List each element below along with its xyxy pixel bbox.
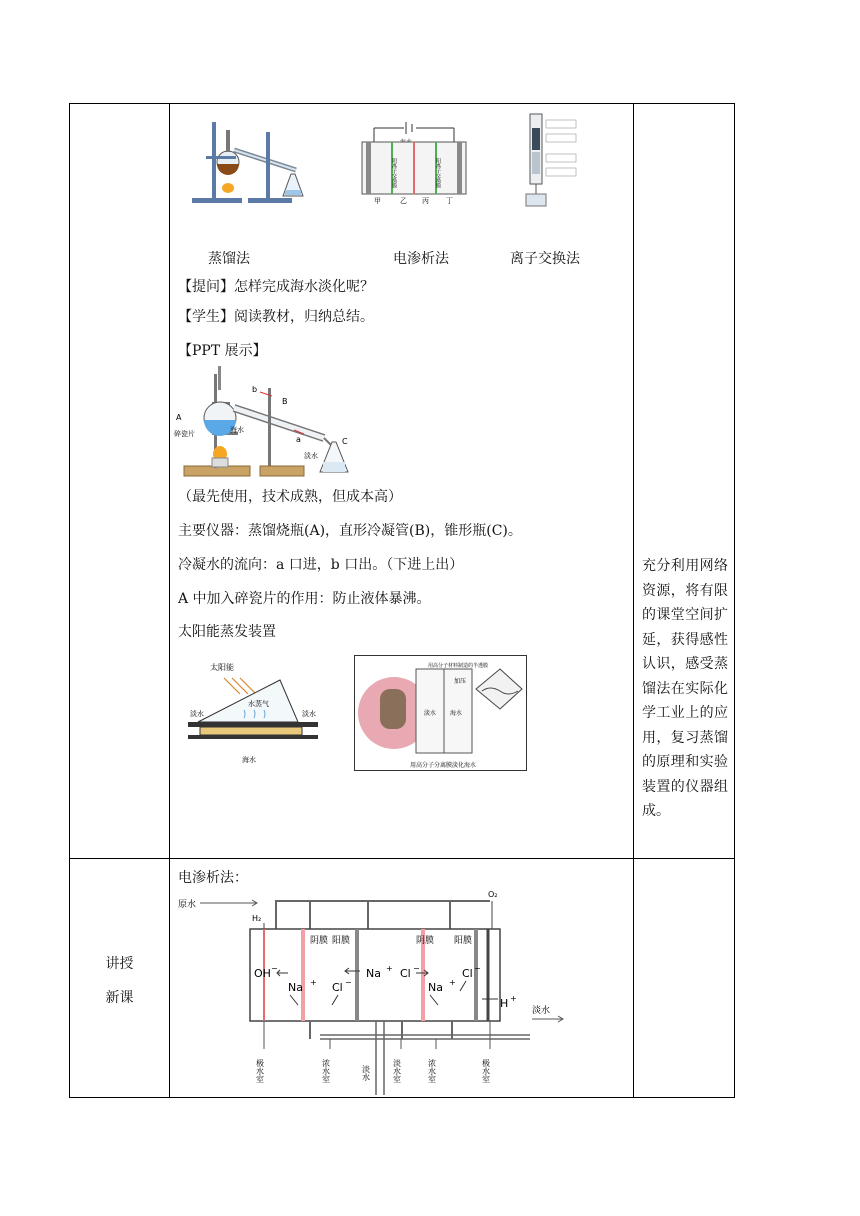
label-a: a (296, 435, 301, 444)
label-steam: 水蒸气 (248, 700, 269, 708)
membrane-top-label: 用高分子材料制造的半透膜 (428, 663, 489, 669)
label-sea: 海水 (242, 756, 256, 764)
ed-oh: OH (254, 967, 271, 980)
question-line: 【提问】怎样完成海水淡化呢？ (178, 279, 374, 295)
ed-yangmo1: 阳膜 (332, 936, 351, 946)
ed-bottom-2: 浓水室 (321, 1059, 331, 1083)
electrodialysis-title: 电渗析法： (178, 870, 248, 886)
ed-bottom-6: 极水室 (481, 1059, 491, 1083)
distillation-small-figure (186, 112, 326, 212)
membrane-caption: 用高分子分离膜淡化海水 (410, 762, 477, 769)
ed-cl3-sup: − (474, 964, 481, 973)
ed-cl3: Cl (462, 967, 473, 980)
ed-oh-sup: − (271, 964, 278, 973)
ed-na1-sup: + (310, 978, 317, 987)
label-C: C (342, 437, 348, 446)
label-fresh-left: 淡水 (190, 710, 204, 718)
ed-yinmo2: 阴膜 (416, 936, 435, 946)
membrane-photo-figure (354, 655, 528, 772)
electrodialysis-small-figure (354, 108, 474, 208)
ed-h2: H₂ (252, 914, 262, 923)
student-line: 【学生】阅读教材，归纳总结。 (178, 309, 374, 325)
solar-title-line: 太阳能蒸发装置 (178, 624, 276, 640)
ed-small-ding: 丁 (446, 197, 453, 205)
row2-label-line2: 新课 (105, 990, 134, 1006)
membrane-fresh-label: 淡水 (424, 710, 437, 717)
row2-label-cell (70, 859, 170, 1098)
ed-o2: O₂ (488, 890, 498, 899)
ed-raw-water: 原水 (178, 900, 197, 910)
ed-bottom-1: 极水室 (255, 1059, 265, 1083)
ed-h-sup: + (510, 994, 517, 1003)
row2-content-cell (170, 859, 634, 1098)
ed-cl2: Cl (400, 967, 411, 980)
ed-na3: Na (428, 981, 443, 994)
row1-content-cell (170, 104, 634, 859)
ed-cl1-sup: − (345, 978, 352, 987)
lesson-table (69, 103, 735, 1098)
distillation-apparatus-figure (174, 362, 364, 478)
solar-device-figure (184, 660, 324, 770)
ed-small-yi: 乙 (400, 197, 407, 205)
ed-small-membrane1: 阴离子交换膜 (391, 158, 397, 188)
row1-note-cell (634, 104, 735, 859)
ed-cl1: Cl (332, 981, 343, 994)
ed-yangmo2: 阳膜 (454, 936, 473, 946)
ed-fresh-out: 淡水 (532, 1006, 551, 1016)
caption-electrodialysis: 电渗析法 (393, 251, 449, 267)
caption-ion-exchange: 离子交换法 (510, 251, 580, 267)
label-A: A (176, 413, 182, 422)
ed-bottom-5: 浓水室 (427, 1059, 437, 1083)
remark-line: （最先使用，技术成熟，但成本高） (178, 489, 402, 505)
label-b: b (252, 385, 258, 394)
membrane-sea-label: 海水 (450, 710, 463, 717)
instruments-line: 主要仪器：蒸馏烧瓶(A)，直形冷凝管(B)，锥形瓶(C)。 (178, 523, 522, 539)
electrodialysis-diagram (170, 887, 578, 1095)
ppt-line: 【PPT 展示】 (178, 343, 267, 359)
ed-na1: Na (288, 981, 303, 994)
label-fresh-right: 淡水 (302, 710, 316, 718)
ed-small-jia: 甲 (374, 197, 381, 205)
ed-bottom-3: 淡水 (361, 1065, 371, 1081)
ed-na3-sup: + (449, 978, 456, 987)
ed-bottom-4: 淡水室 (392, 1059, 402, 1083)
water-flow-line: 冷凝水的流向：a 口进，b 口出。（下进上出） (178, 557, 464, 573)
chips-line: A 中加入碎瓷片的作用：防止液体暴沸。 (178, 591, 431, 607)
row2-label-line1: 讲授 (105, 956, 134, 972)
ed-yinmo1: 阴膜 (310, 936, 329, 946)
ed-na2-sup: + (386, 964, 393, 973)
label-B: B (282, 397, 288, 406)
ed-h: H (500, 997, 509, 1010)
row2-note-cell (634, 859, 735, 1098)
label-suipian: 碎瓷片 (174, 430, 195, 438)
label-solar: 太阳能 (210, 663, 234, 672)
ed-na2: Na (366, 967, 381, 980)
side-note: 充分利用网络资源，将有限的课堂空间扩延，获得感性认识，感受蒸馏法在实际化学工业上的应用，复习蒸馏的原理和实验装置的仪器组成。 (642, 558, 728, 819)
ed-small-bing: 丙 (422, 197, 429, 205)
label-freshwater: 淡水 (304, 452, 318, 460)
ion-exchange-small-figure (510, 110, 580, 210)
ed-small-membrane2: 阳离子交换膜 (435, 158, 441, 188)
label-seawater: 海水 (230, 426, 244, 434)
membrane-pressure-label: 加压 (454, 678, 467, 685)
row1-label-cell (70, 104, 170, 859)
caption-distillation: 蒸馏法 (208, 251, 250, 267)
ed-cl2-sup: − (413, 964, 420, 973)
